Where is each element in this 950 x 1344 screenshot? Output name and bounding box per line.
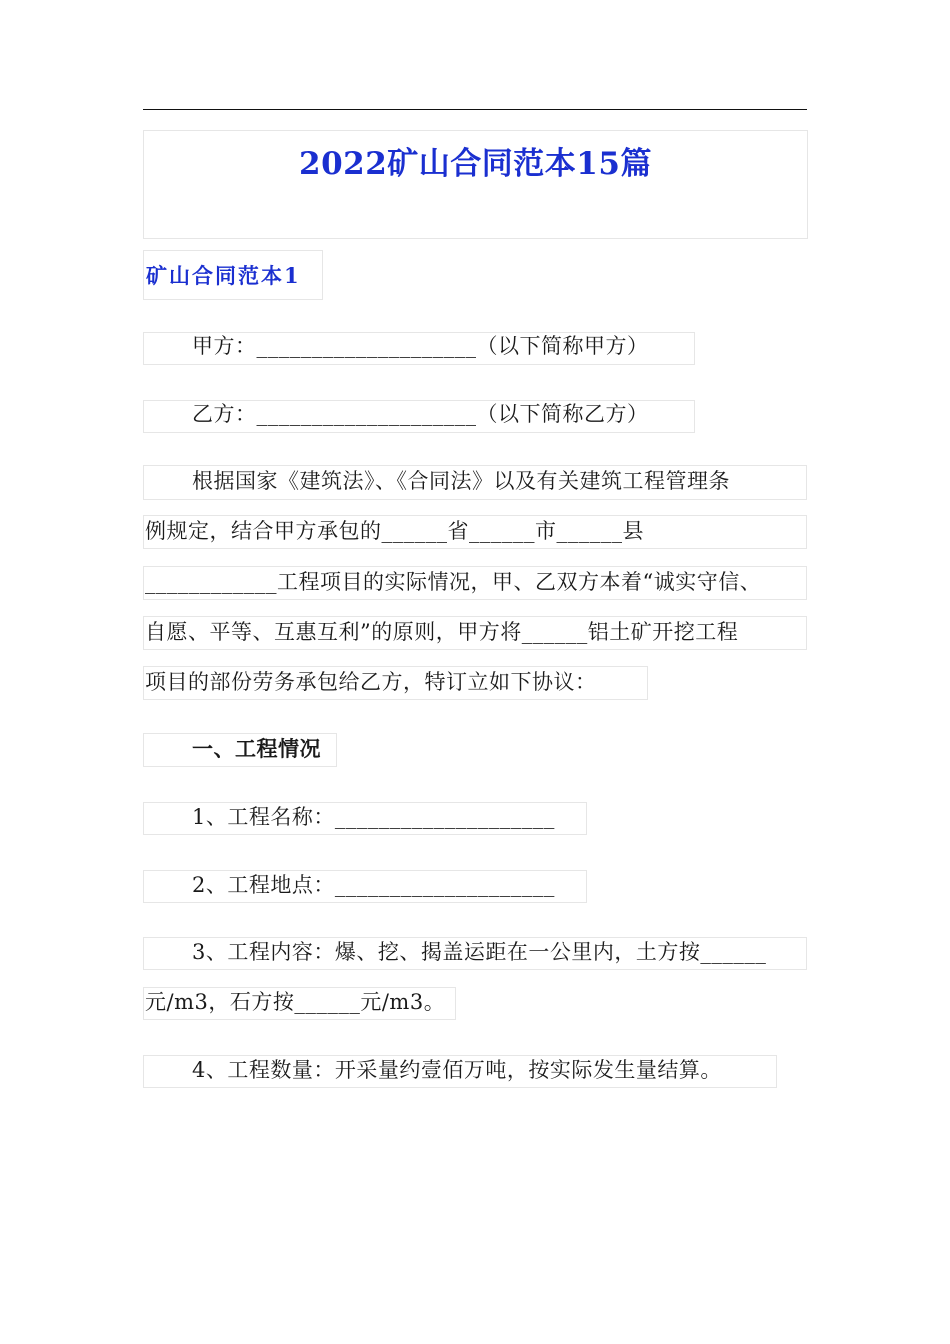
- top-rule: [143, 109, 807, 110]
- party-b-line: 乙方：____________________（以下简称乙方）: [192, 402, 649, 426]
- item-project-content-2: 元/m3，石方按______元/m3。: [145, 990, 446, 1014]
- item-project-name: 1、工程名称：____________________: [192, 805, 555, 829]
- item-project-quantity: 4、工程数量：开采量约壹佰万吨，按实际发生量结算。: [192, 1058, 722, 1082]
- document-title: 2022矿山合同范本15篇: [299, 146, 652, 182]
- party-a-line: 甲方：____________________（以下简称甲方）: [192, 334, 649, 358]
- item-project-content-1: 3、工程内容：爆、挖、揭盖运距在一公里内，土方按______: [192, 940, 767, 964]
- intro-line-2: 例规定，结合甲方承包的______省______市______县: [145, 519, 644, 543]
- intro-line-4: 自愿、平等、互惠互利”的原则，甲方将______铝土矿开挖工程: [145, 620, 739, 644]
- intro-line-3: ____________工程项目的实际情况，甲、乙双方本着“诚实守信、: [145, 570, 762, 594]
- intro-line-5: 项目的部份劳务承包给乙方，特订立如下协议：: [145, 670, 597, 694]
- section-title: 矿山合同范本1: [146, 263, 301, 288]
- heading-project-info: 一、工程情况: [192, 736, 321, 761]
- intro-line-1: 根据国家《建筑法》、《合同法》以及有关建筑工程管理条: [192, 469, 730, 493]
- item-project-location: 2、工程地点：____________________: [192, 873, 555, 897]
